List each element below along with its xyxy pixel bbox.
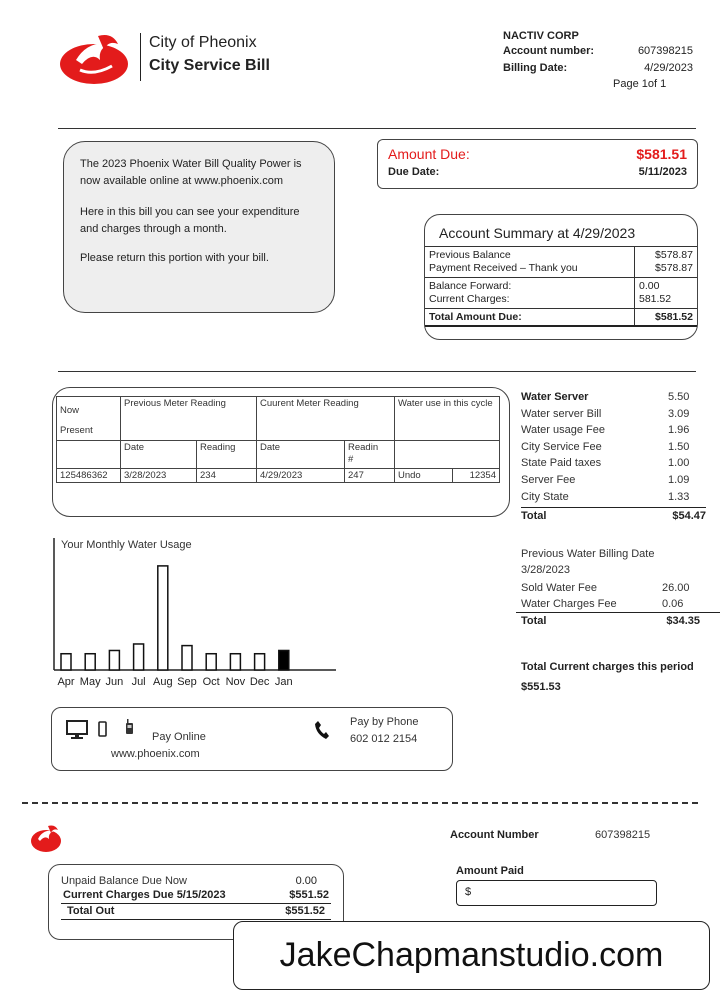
previous-billing [521,546,720,629]
meter-table [56,396,500,483]
meter-header: Water use in this cycle [395,397,500,441]
billing-date-value: 4/29/2023 [644,62,693,74]
header-divider [140,33,141,81]
pay-phone-number: 602 012 2154 [350,733,418,745]
meter-value: 12354 [453,469,500,483]
pay-phone-label: Pay by Phone [350,716,419,728]
charge-label: Water server Bill [521,407,602,420]
chart-bar [85,654,95,670]
charge-value: 1.09 [668,473,690,486]
summary-value: $578.87 [655,262,693,274]
summary-total-label: Total Amount Due: [425,309,635,325]
chart-tick-label: May [79,676,101,688]
period-total-label: Total Current charges this period [521,661,694,673]
total-out-value: $551.52 [285,905,325,917]
charge-value: 1.00 [668,457,690,470]
meter-value: 4/29/2023 [257,469,345,483]
summary-label: Payment Received – Thank you [429,262,578,274]
summary-label: Current Charges: [429,293,510,305]
meter-header: Now Present [57,397,121,441]
bill-title: City Service Bill [149,57,270,74]
previous-billing-total-value: $34.35 [666,615,700,627]
notice-paragraph: Please return this portion with your bill. [80,252,269,264]
previous-billing-label: Sold Water Fee [521,582,598,594]
charge-label: City Service Fee [521,440,602,453]
chart-bar [158,566,168,670]
charge-label: State Paid taxes [521,457,602,470]
chart-tick-label: Nov [225,676,246,688]
meter-subheader: Date [121,441,197,469]
meter-value: 234 [197,469,257,483]
city-logo [58,30,130,86]
top-rule [58,128,696,129]
meter-subheader: Date [257,441,345,469]
tear-line [22,802,698,804]
pay-online-link[interactable]: www.phoenix.com [111,748,200,760]
chart-bar [206,654,216,670]
summary-value: 0.00 [639,280,660,292]
current-charges-value: $551.52 [289,889,329,901]
chart-bar [134,644,144,670]
previous-billing-title: Previous Water Billing Date [521,548,655,560]
stub-account-label: Account Number [450,829,539,841]
unpaid-balance-value: 0.00 [295,875,317,887]
chart-tick-label: Jan [274,676,293,688]
chart-tick-label: Apr [57,676,75,688]
charge-value: 3.09 [668,407,690,420]
amount-paid-label: Amount Paid [456,865,524,877]
due-date-label: Due Date: [388,166,440,178]
amount-due-label: Amount Due: [388,146,470,162]
due-date-value: 5/11/2023 [638,166,687,178]
charge-value: 1.96 [668,424,690,437]
previous-billing-total-label: Total [521,615,547,627]
meter-value: 3/28/2023 [121,469,197,483]
chart-tick-label: Oct [202,676,220,688]
chart-bar [255,654,265,670]
amount-due-value: $581.51 [636,146,687,162]
meter-subheader: Readin # [345,441,395,469]
phone-device-icon [125,719,134,738]
total-out-label: Total Out [67,905,115,917]
summary-value: 581.52 [639,293,672,305]
chart-tick-label: Jun [105,676,124,688]
previous-billing-label: Water Charges Fee [521,598,617,610]
notice-paragraph: The 2023 Phoenix Water Bill Quality Power is now available online at www.phoenix.com [80,158,302,187]
meter-value: 247 [345,469,395,483]
charges-total-value: $54.47 [672,510,706,523]
charge-value: 5.50 [668,391,690,403]
chart-bar [109,650,119,670]
account-number-value: 607398215 [637,45,693,57]
usage-chart-title: Your Monthly Water Usage [61,539,192,551]
charge-value: 1.33 [668,490,690,503]
summary-total-value: $581.52 [655,311,693,323]
meter-value: Undo [395,469,453,483]
previous-billing-date: 3/28/2023 [521,564,570,576]
pay-online-label: Pay Online [152,731,206,743]
current-charges-label: Current Charges Due 5/15/2023 [63,889,226,901]
meter-header: Cuurent Meter Reading [257,397,395,441]
company-name: NACTIV CORP [503,30,579,42]
middle-rule [58,371,696,372]
account-summary-box [424,214,698,340]
mobile-icon [98,721,107,740]
telephone-icon [314,720,330,743]
previous-billing-value: 26.00 [662,582,690,594]
summary-label: Previous Balance [429,249,511,261]
notice-paragraph: Here in this bill you can see your expenditure and charges through a month. [80,206,300,235]
charges-total-label: Total [521,510,547,523]
city-name: City of Pheonix [149,34,257,51]
chart-bar [61,654,71,670]
chart-tick-label: Jul [131,676,146,688]
meter-value: 125486362 [57,469,121,483]
charge-label: Water Server [521,391,589,403]
amount-paid-input[interactable] [456,880,657,906]
charge-label: City State [521,490,569,503]
chart-tick-label: Sep [177,676,197,688]
summary-label: Balance Forward: [429,280,512,292]
meter-header: Previous Meter Reading [121,397,257,441]
chart-bar [182,646,192,670]
currency-prefix: $ [465,886,472,898]
charges-list [521,389,706,525]
charge-label: Server Fee [521,473,576,486]
account-summary-title: Account Summary at 4/29/2023 [439,225,636,241]
charge-label: Water usage Fee [521,424,605,437]
chart-bar [230,654,240,670]
amount-due-box [377,139,698,189]
monitor-icon [66,720,88,743]
notice-box [63,141,335,313]
previous-billing-value: 0.06 [662,598,684,610]
stub-logo [29,823,63,856]
account-number-label: Account number: [503,45,595,57]
chart-tick-label: Dec [249,676,270,688]
usage-chart [40,536,350,692]
period-total-value: $551.53 [521,681,561,693]
meter-subheader: Reading [197,441,257,469]
chart-bar [279,650,289,670]
summary-value: $578.87 [655,249,693,261]
watermark: JakeChapmanstudio.com [233,921,710,990]
chart-tick-label: Aug [153,676,173,688]
billing-date-label: Billing Date: [503,62,568,74]
page-number: Page 1of 1 [613,78,667,90]
stub-account-value: 607398215 [595,829,651,841]
charge-value: 1.50 [668,440,690,453]
unpaid-balance-label: Unpaid Balance Due Now [61,875,187,887]
